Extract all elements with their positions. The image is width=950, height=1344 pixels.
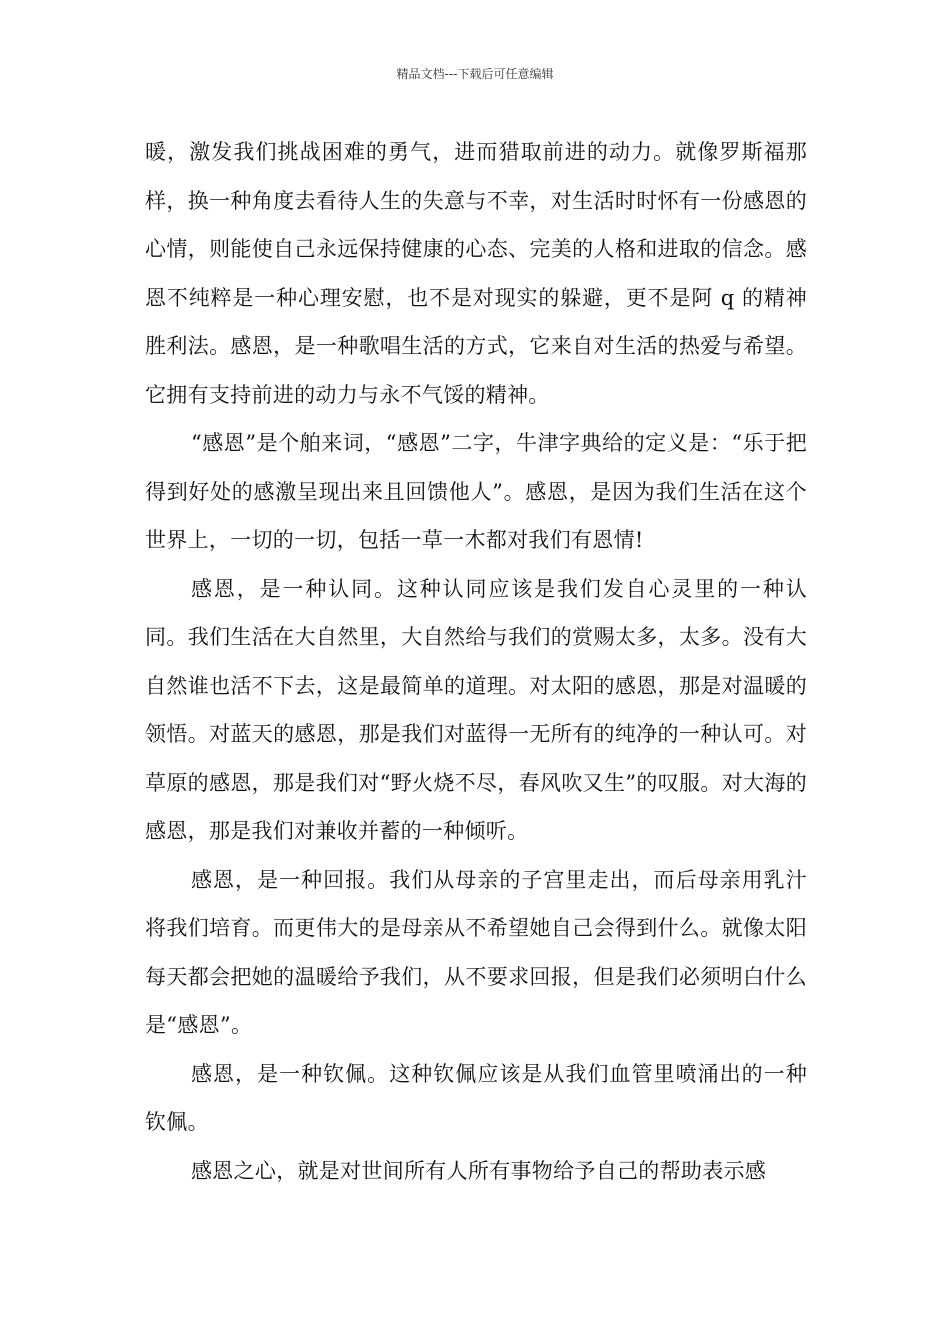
- paragraph-4: 感恩，是一种回报。我们从母亲的子宫里走出，而后母亲用乳汁将我们培育。而更伟大的是母亲从不希望她自己会得到什么。就像太阳每天都会把她的温暖给予我们，从不要求回报，但是我们必须明白什么是“感恩”。: [145, 867, 807, 1037]
- paragraph-6: 感恩之心，就是对世间所有人所有事物给予自己的帮助表示感: [191, 1158, 767, 1183]
- paragraph-1: 暖，激发我们挑战困难的勇气，进而猎取前进的动力。就像罗斯福那样，换一种角度去看待人生的失意与不幸，对生活时时怀有一份感恩的心情，则能使自己永远保持健康的心态、完美的人格和进取的信念。感恩不纯粹是一种心理安慰，也不是对现实的躲避，更不是阿 q 的精神胜利法。感恩，是一种歌唱生活的方式，它来自对生活的热爱与希望。它拥有支持前进的动力与永不气馁的精神。: [145, 140, 807, 407]
- document-body: [145, 128, 807, 1195]
- paragraph-2: “感恩”是个舶来词，“感恩”二字，牛津字典给的定义是：“乐于把得到好处的感激呈现出来且回馈他人”。感恩，是因为我们生活在这个世界上，一切的一切，包括一草一木都对我们有恩情!: [145, 431, 807, 552]
- page-header: 精品文档---下载后可任意编辑: [396, 67, 554, 81]
- paragraph-3: 感恩，是一种认同。这种认同应该是我们发自心灵里的一种认同。我们生活在大自然里，大自然给与我们的赏赐太多，太多。没有大自然谁也活不下去，这是最简单的道理。对太阳的感恩，那是对温暖的领悟。对蓝天的感恩，那是我们对蓝得一无所有的纯净的一种认可。对草原的感恩，那是我们对“野火烧不尽，春风吹又生”的叹服。对大海的感恩，那是我们对兼收并蓄的一种倾听。: [145, 576, 807, 843]
- paragraph-5: 感恩，是一种钦佩。这种钦佩应该是从我们血管里喷涌出的一种钦佩。: [145, 1061, 807, 1134]
